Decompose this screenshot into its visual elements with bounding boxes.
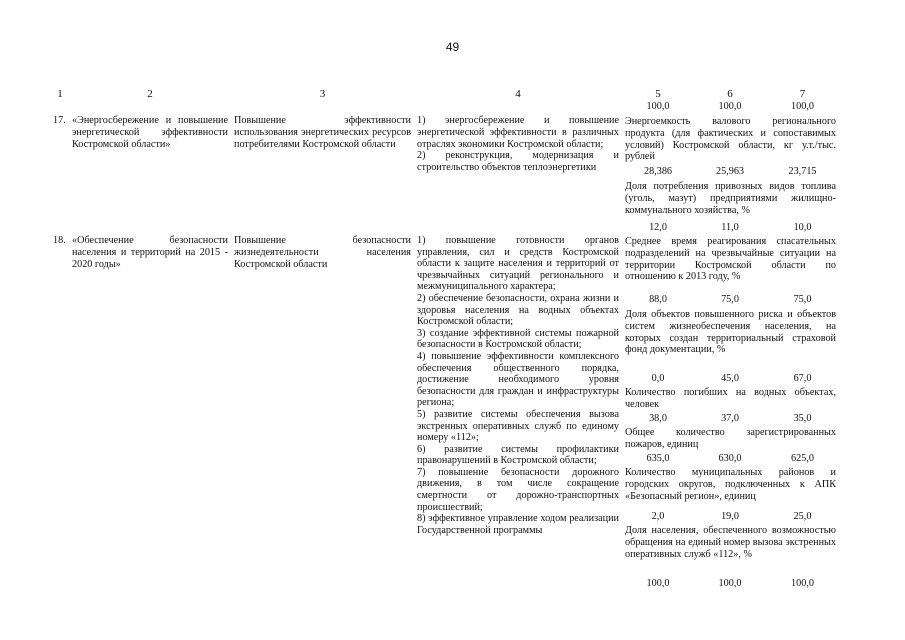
indicator-value: 28,386 xyxy=(643,166,672,177)
indicator-value: 88,0 xyxy=(649,294,667,305)
task-item: 6) развитие системы профилактики правонарушений в Костромской области; xyxy=(417,443,619,467)
indicator-value: 38,0 xyxy=(649,413,667,424)
indicator-value: 10,0 xyxy=(793,222,812,233)
indicator-name: Доля объектов повышенного риска и объектов систем жизнеобеспечения населения, на которых создан территориальный страховой фонд документации, % xyxy=(625,309,836,356)
indicator-value: 2,0 xyxy=(651,511,665,522)
task-item: 5) развитие системы обеспечения вызова экстренных оперативных служб по единому номеру «112»; xyxy=(417,408,619,444)
indicator-value: 630,0 xyxy=(718,453,742,464)
indicator-name: Доля потребления привозных видов топлива (уголь, мазут) предприятиями жилищно-коммунального хозяйства, % xyxy=(625,181,836,216)
program-name: «Обеспечение безопасности населения и территорий на 2015 - 2020 годы» xyxy=(72,235,228,270)
task-item: 2) реконструкция, модернизация и строительство объектов теплоэнергетики xyxy=(417,150,619,174)
indicator-value: 75,0 xyxy=(721,294,739,305)
header-col-7: 7 xyxy=(799,88,806,100)
indicator-value: 100,0 xyxy=(646,578,670,589)
header-col-6: 6 xyxy=(727,88,733,100)
indicator-value: 45,0 xyxy=(721,373,739,384)
task-item: 3) создание эффективной системы пожарной безопасности в Костромской области; xyxy=(417,327,619,351)
top-value-2: 100,0 xyxy=(718,101,742,112)
header-col-3: 3 xyxy=(319,88,326,100)
indicator-value: 11,0 xyxy=(721,222,739,233)
task-item: 1) энергосбережение и повышение энергетической эффективности в различных отраслях экономики Костромской области; xyxy=(417,115,619,150)
indicator-name: Доля населения, обеспеченного возможностью обращения на единый номер вызова экстренных оперативных служб «112», % xyxy=(625,525,836,560)
header-col-4: 4 xyxy=(515,88,521,100)
program-goal: Повышение безопасности жизнедеятельности населения Костромской области xyxy=(234,235,411,270)
program-tasks xyxy=(417,235,619,536)
indicator-value: 100,0 xyxy=(718,578,742,589)
indicator-value: 19,0 xyxy=(721,511,739,522)
indicator-value: 635,0 xyxy=(646,453,670,464)
row-number: 18. xyxy=(53,235,66,246)
indicator-value: 100,0 xyxy=(791,578,814,589)
task-item: 8) эффективное управление ходом реализации Государственной программы xyxy=(417,513,619,536)
indicator-value: 0,0 xyxy=(651,373,665,384)
header-col-1: 1 xyxy=(57,88,63,100)
task-item: 4) повышение эффективности комплексного обеспечения общественного порядка, достижение необходимого уровня безопасности для граждан и инфраструктуры региона; xyxy=(417,350,619,409)
top-value-1: 100,0 xyxy=(646,101,670,112)
indicator-value: 25,0 xyxy=(793,511,812,522)
indicator-name: Среднее время реагирования спасательных подразделений на чрезвычайные ситуации на территории Костромской области по отношению к 2013 году, % xyxy=(625,236,836,283)
indicator-value: 67,0 xyxy=(793,373,812,384)
indicator-value: 12,0 xyxy=(649,222,667,233)
indicator-name: Количество погибших на водных объектах, человек xyxy=(625,387,836,410)
header-col-2: 2 xyxy=(147,88,153,100)
program-goal: Повышение эффективности использования энергетических ресурсов потребителями Костромской области xyxy=(234,115,411,150)
program-name: «Энергосбережение и повышение энергетической эффективности Костромской области» xyxy=(72,115,228,150)
indicator-name: Энергоемкость валового регионального продукта (для фактических и сопоставимых условий) Костромской области, кг у.т./тыс. рублей xyxy=(625,116,836,163)
indicator-value: 625,0 xyxy=(791,453,814,464)
indicator-name: Общее количество зарегистрированных пожаров, единиц xyxy=(625,427,836,450)
page-number: 49 xyxy=(445,40,460,54)
program-tasks xyxy=(417,115,619,174)
header-col-5: 5 xyxy=(655,88,661,100)
top-value-3: 100,0 xyxy=(791,101,814,112)
task-item: 2) обеспечение безопасности, охрана жизни и здоровья населения на водных объектах Костромской области; xyxy=(417,292,619,328)
indicator-value: 37,0 xyxy=(721,413,739,424)
task-item: 7) повышение безопасности дорожного движения, в том числе сокращение смертности от дорожно-транспортных происшествий; xyxy=(417,466,619,513)
row-number: 17. xyxy=(53,115,66,126)
indicator-value: 25,963 xyxy=(715,166,744,177)
indicator-name: Количество муниципальных районов и городских округов, подключенных к АПК «Безопасный регион», единиц xyxy=(625,467,836,502)
indicator-value: 35,0 xyxy=(793,413,812,424)
indicator-value: 75,0 xyxy=(793,294,812,305)
task-item: 1) повышение готовности органов управления, сил и средств Костромской области к защите населения и территорий от чрезвычайных ситуаций регионального и межмуниципального характера; xyxy=(417,235,619,293)
indicator-value: 23,715 xyxy=(788,166,817,177)
